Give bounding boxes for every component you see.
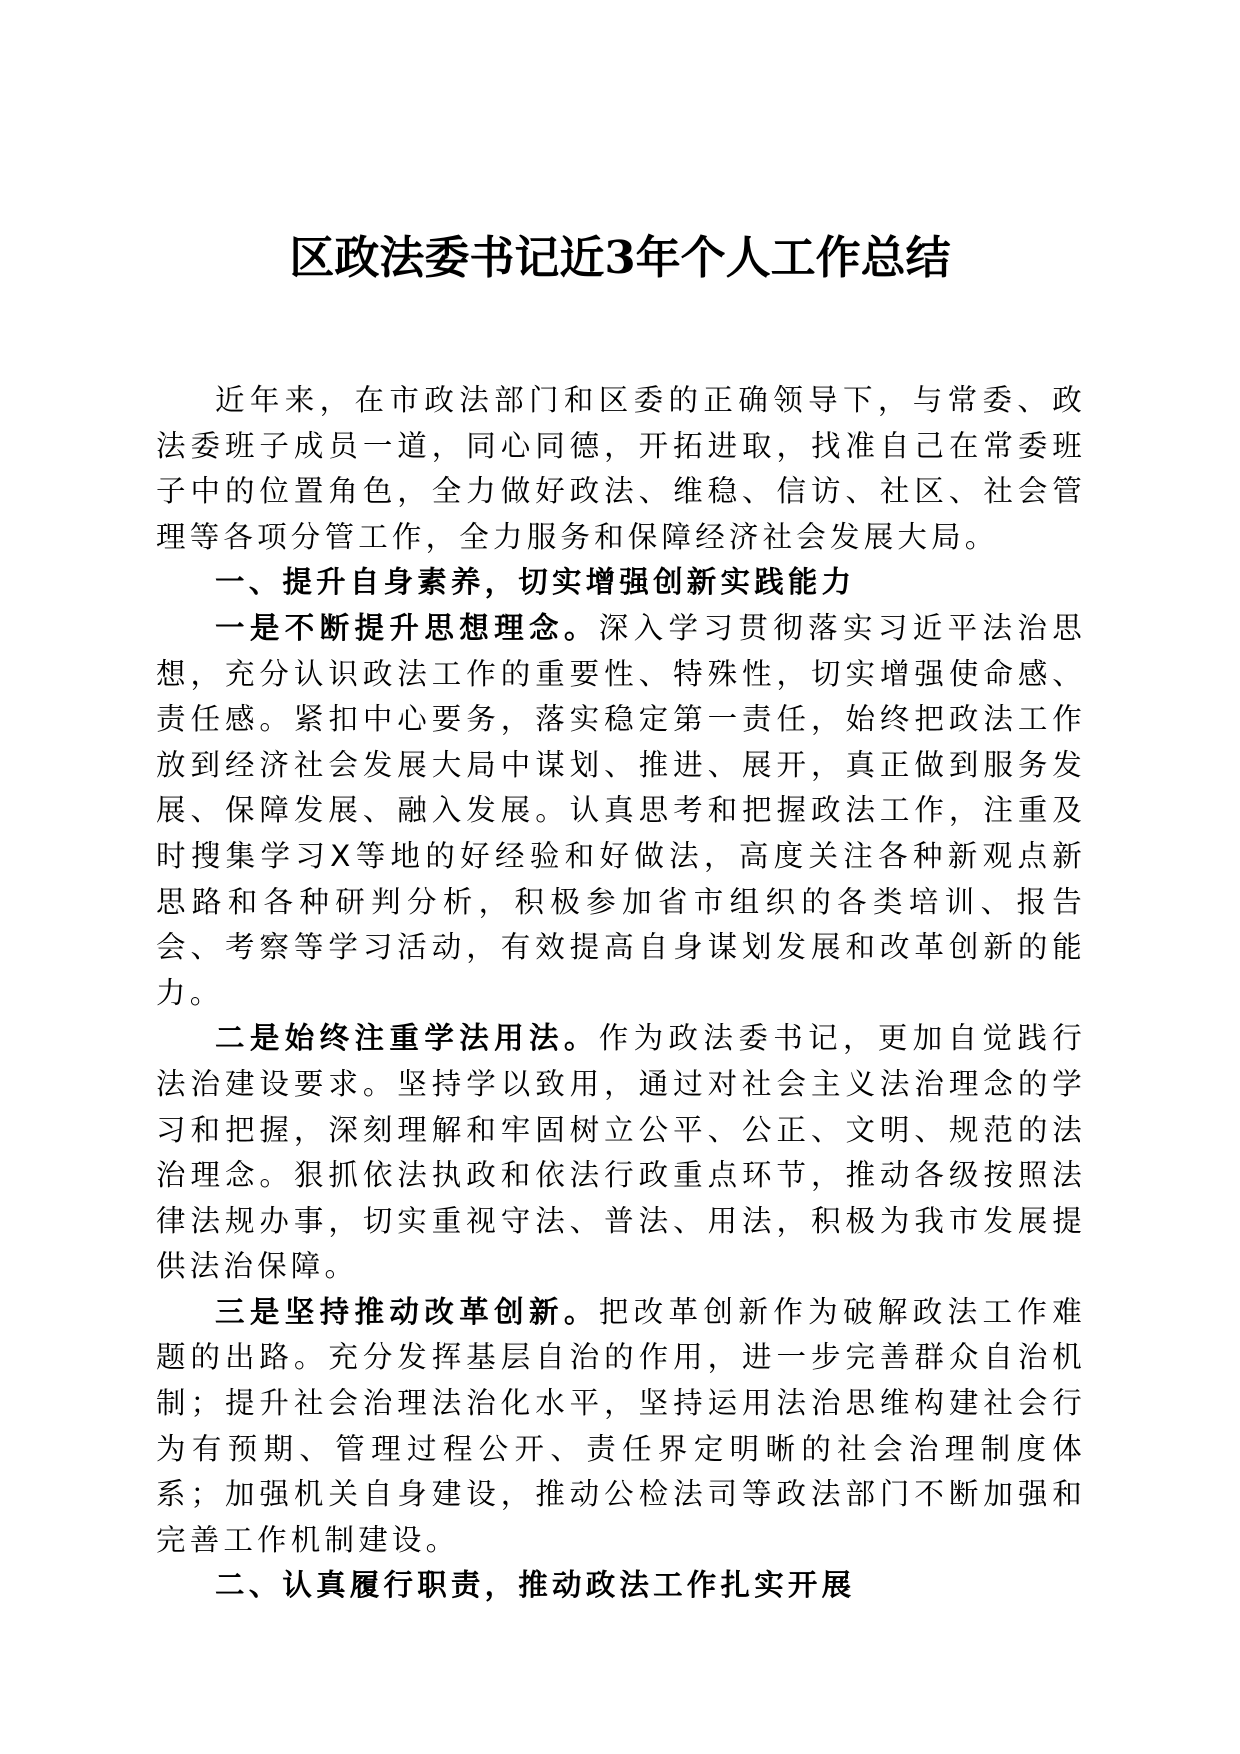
item-text-3: 把改革创新作为破解政法工作难题的出路。充分发挥基层自治的作用，进一步完善群众自治机制；提升社会治理法治化水平，坚持运用法治思维构建社会行为有预期、管理过程公开、责任界定明晰的社会治理制度体系；加强机关自身建设，推动公检法司等政法部门不断加强和完善工作机制建设。 (156, 1294, 1086, 1557)
intro-paragraph: 近年来，在市政法部门和区委的正确领导下，与常委、政法委班子成员一道，同心同德，开拓进取，找准自己在常委班子中的位置角色，全力做好政法、维稳、信访、社区、社会管理等各项分管工作，全力服务和保障经济社会发展大局。 (156, 383, 1086, 554)
document-title: 区政法委书记近3年个人工作总结 (289, 231, 951, 284)
item-lead-1: 一是不断提升思想理念。 (215, 610, 599, 645)
item-text-1: 深入学习贯彻落实习近平法治思想，充分认识政法工作的重要性、特殊性，切实增强使命感、责任感。紧扣中心要务，落实稳定第一责任，始终把政法工作放到经济社会发展大局中谋划、推进、展开，真正做到服务发展、保障发展、融入发展。认真思考和把握政法工作，注重及时搜集学习X等地的好经验和好做法，高度关注各种新观点新思路和各种研判分析，积极参加省市组织的各类培训、报告会、考察等学习活动，有效提高自身谋划发展和改革创新的能力。 (156, 610, 1086, 1010)
item-text-2: 作为政法委书记，更加自觉践行法治建设要求。坚持学以致用，通过对社会主义法治理念的学习和把握，深刻理解和牢固树立公平、公正、文明、规范的法治理念。狠抓依法执政和依法行政重点环节，推动各级按照法律法规办事，切实重视守法、普法、用法，积极为我市发展提供法治保障。 (156, 1021, 1086, 1284)
item-paragraph-3 (156, 1290, 1086, 1564)
document-body (156, 378, 1086, 1609)
section-heading-1: 一、提升自身素养，切实增强创新实践能力 (215, 565, 856, 600)
item-paragraph-2 (156, 1016, 1086, 1290)
section-heading-2: 二、认真履行职责，推动政法工作扎实开展 (215, 1568, 856, 1603)
item-lead-3: 三是坚持推动改革创新。 (215, 1294, 599, 1329)
item-lead-2: 二是始终注重学法用法。 (215, 1021, 599, 1056)
item-paragraph-1 (156, 606, 1086, 1016)
